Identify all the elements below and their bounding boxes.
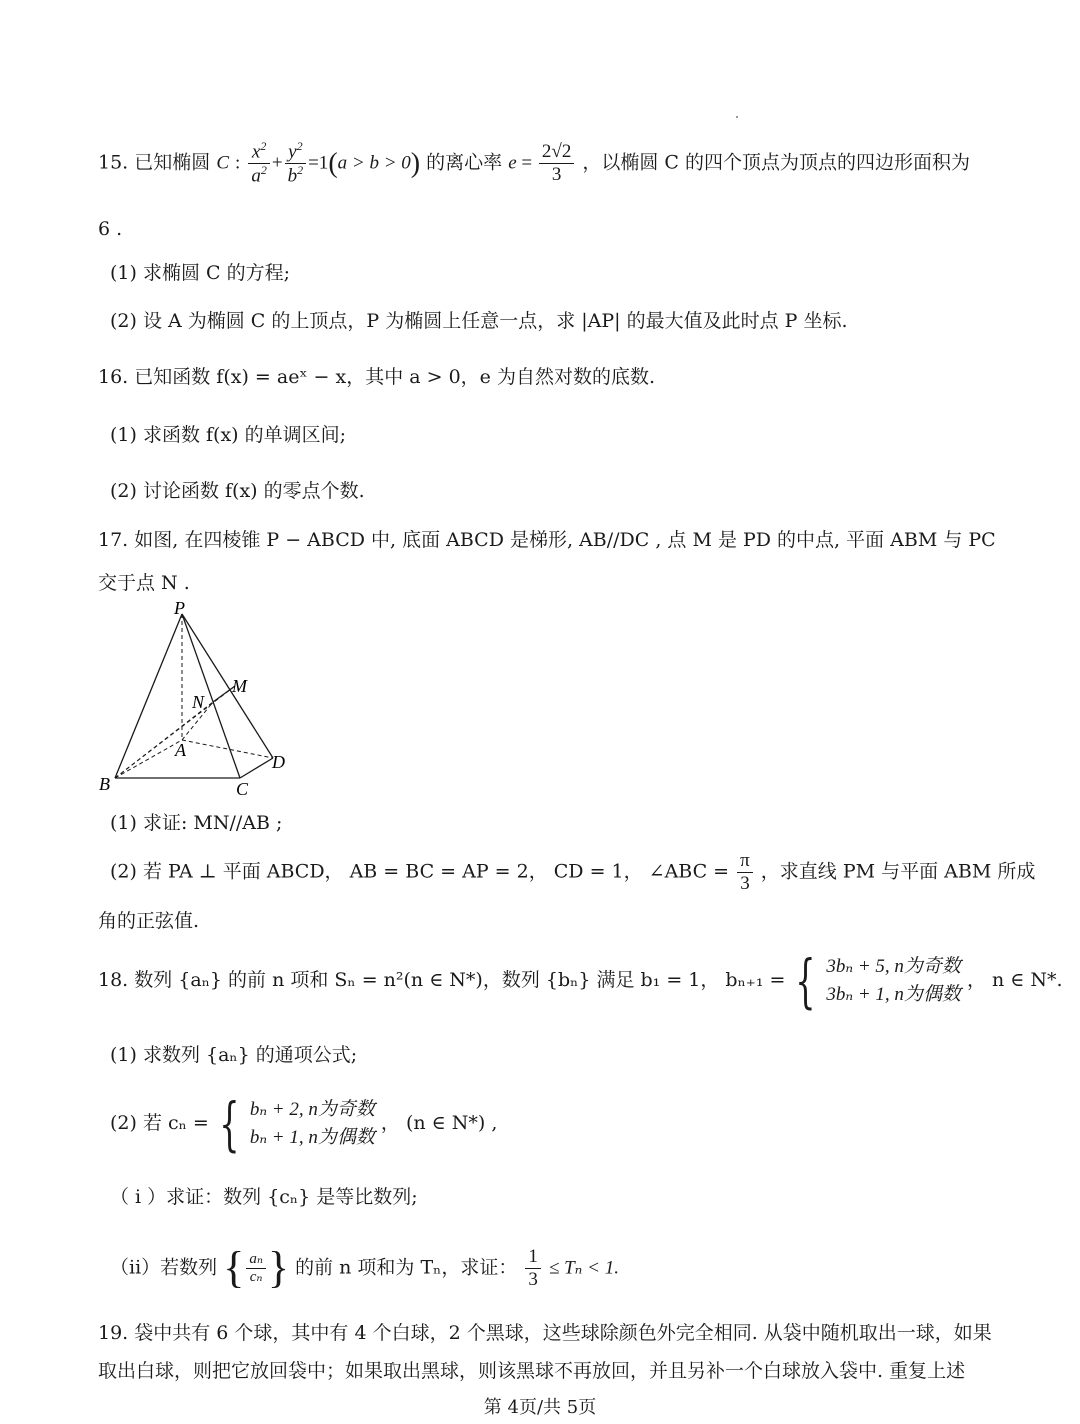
q15-line2: 6 . <box>98 218 123 240</box>
label-M: M <box>232 676 247 696</box>
q18-part2-a: (2) 若 cₙ = <box>110 1112 209 1134</box>
label-B: B <box>99 774 110 794</box>
q18-part2-ii: （ii）若数列 { $\frac{\text{aₙ}}{\text{cₙ}}$ } 的前 n 项和为 Tₙ，求证： $\frac{1}{3}$ ≤ Tₙ < 1. <box>110 1243 619 1292</box>
q18-stem-a: 18. 数列 {aₙ} 的前 n 项和 Sₙ = n²(n ∈ N*)，数列 {bₙ} 满足 b₁ = 1， bₙ₊₁ = <box>98 969 786 991</box>
q19-line2: 取出白球，则把它放回袋中；如果取出黑球，则该黑球不再放回，并且另补一个白球放入袋中. 重复上述 <box>98 1360 966 1382</box>
q18-pii-b: 的前 n 项和为 Tₙ，求证： <box>295 1256 518 1279</box>
q16-stem: 16. 已知函数 f(x) = aeˣ − x，其中 a > 0，e 为自然对数的底数. <box>98 366 655 388</box>
q15-ecc-den: 3 <box>551 164 562 186</box>
q18-pii-frac-den: cₙ <box>249 1268 263 1285</box>
q15-stem: 15. 已知椭圆 C : $\frac{x^2}{a^2}$ + $\frac{y^2}{b^2}$ =1(a > b > 0) 的离心率 e = $\frac{2√2}{3}$ ，以椭圆 C 的四个顶点为顶点的四边形面积为 <box>98 139 970 187</box>
q18-pii-c: ≤ Tₙ < 1. <box>548 1257 619 1279</box>
q17-part2-b: ，求直线 PM 与平面 ABM 所成 <box>760 860 1036 883</box>
label-D: D <box>272 752 285 772</box>
q15-condition: a > b > 0 <box>337 152 411 174</box>
q15-lead: 15. 已知椭圆 <box>98 151 211 174</box>
q18-part2-b: ， (n ∈ N*) , <box>380 1112 498 1134</box>
scan-speck <box>736 116 738 118</box>
q16-part2: (2) 讨论函数 f(x) 的零点个数. <box>110 480 365 502</box>
q17-angle-den: 3 <box>740 872 750 894</box>
q19-line1: 19. 袋中共有 6 个球，其中有 4 个白球，2 个黑球，这些球除颜色外完全相同. 从袋中随机取出一球，如果 <box>98 1322 992 1344</box>
segment-BN <box>115 702 213 778</box>
q18-c-brace: { <box>219 1090 240 1158</box>
q18-stem <box>98 947 1063 1015</box>
q18-pii-a: （ii）若数列 <box>110 1256 218 1279</box>
edge-PC <box>182 614 240 778</box>
q18-c-case1: bₙ + 2, n为奇数 <box>249 1098 375 1120</box>
q17-part2-line2: 角的正弦值. <box>98 910 200 932</box>
pyramid-figure <box>95 598 295 798</box>
page-footer: 第 4页/共 5页 <box>483 1397 597 1418</box>
q17-part2-a: (2) 若 PA ⊥ 平面 ABCD， AB = BC = AP = 2， CD = 1， ∠ABC = <box>110 860 730 883</box>
label-P: P <box>174 598 185 618</box>
q18-part2-i: （ i ）求证：数列 {cₙ} 是等比数列; <box>110 1186 418 1208</box>
q18-case2: 3bₙ + 1, n为偶数 <box>826 984 961 1005</box>
q15-ecc-num: 2√2 <box>539 141 574 164</box>
edge-CD <box>240 758 273 778</box>
q18-stem-b: ， n ∈ N*. <box>966 969 1063 991</box>
q15-after-condition: 的离心率 <box>426 151 503 174</box>
q18-brace: { <box>795 947 817 1015</box>
q15-part1: (1) 求椭圆 C 的方程; <box>110 262 290 284</box>
q18-part2 <box>110 1090 498 1158</box>
q18-part1: (1) 求数列 {aₙ} 的通项公式; <box>110 1044 358 1066</box>
q15-ellipse-name: C <box>216 152 229 174</box>
q18-c-case2: bₙ + 1, n为偶数 <box>249 1127 375 1148</box>
q17-stem-line2: 交于点 N . <box>98 572 190 594</box>
edge-PD <box>182 614 273 758</box>
edge-AB <box>115 740 182 778</box>
q18-pii-frac-num: aₙ <box>246 1251 266 1269</box>
q17-part1: (1) 求证: MN//AB ; <box>110 812 283 834</box>
q18-case1: 3bₙ + 5, n为奇数 <box>826 955 961 977</box>
q17-angle-num: π <box>737 850 753 873</box>
label-C: C <box>236 779 249 798</box>
q15-tail: ，以椭圆 C 的四个顶点为顶点的四边形面积为 <box>582 151 970 174</box>
q15-part2: (2) 设 A 为椭圆 C 的上顶点，P 为椭圆上任意一点，求 |AP| 的最大值及此时点 P 坐标. <box>110 310 848 332</box>
label-N: N <box>192 692 205 712</box>
q17-part2 <box>110 850 1035 895</box>
q16-part1: (1) 求函数 f(x) 的单调区间; <box>110 424 347 446</box>
q17-stem-line1: 17. 如图, 在四棱锥 P − ABCD 中, 底面 ABCD 是梯形, AB//DC , 点 M 是 PD 的中点, 平面 ABM 与 PC <box>98 529 996 551</box>
q18-pii-num: 1 <box>525 1246 541 1269</box>
q18-pii-den: 3 <box>528 1268 538 1290</box>
label-A: A <box>175 740 186 760</box>
q15-ecc-var: e <box>508 152 517 174</box>
edge-PB <box>115 614 182 778</box>
